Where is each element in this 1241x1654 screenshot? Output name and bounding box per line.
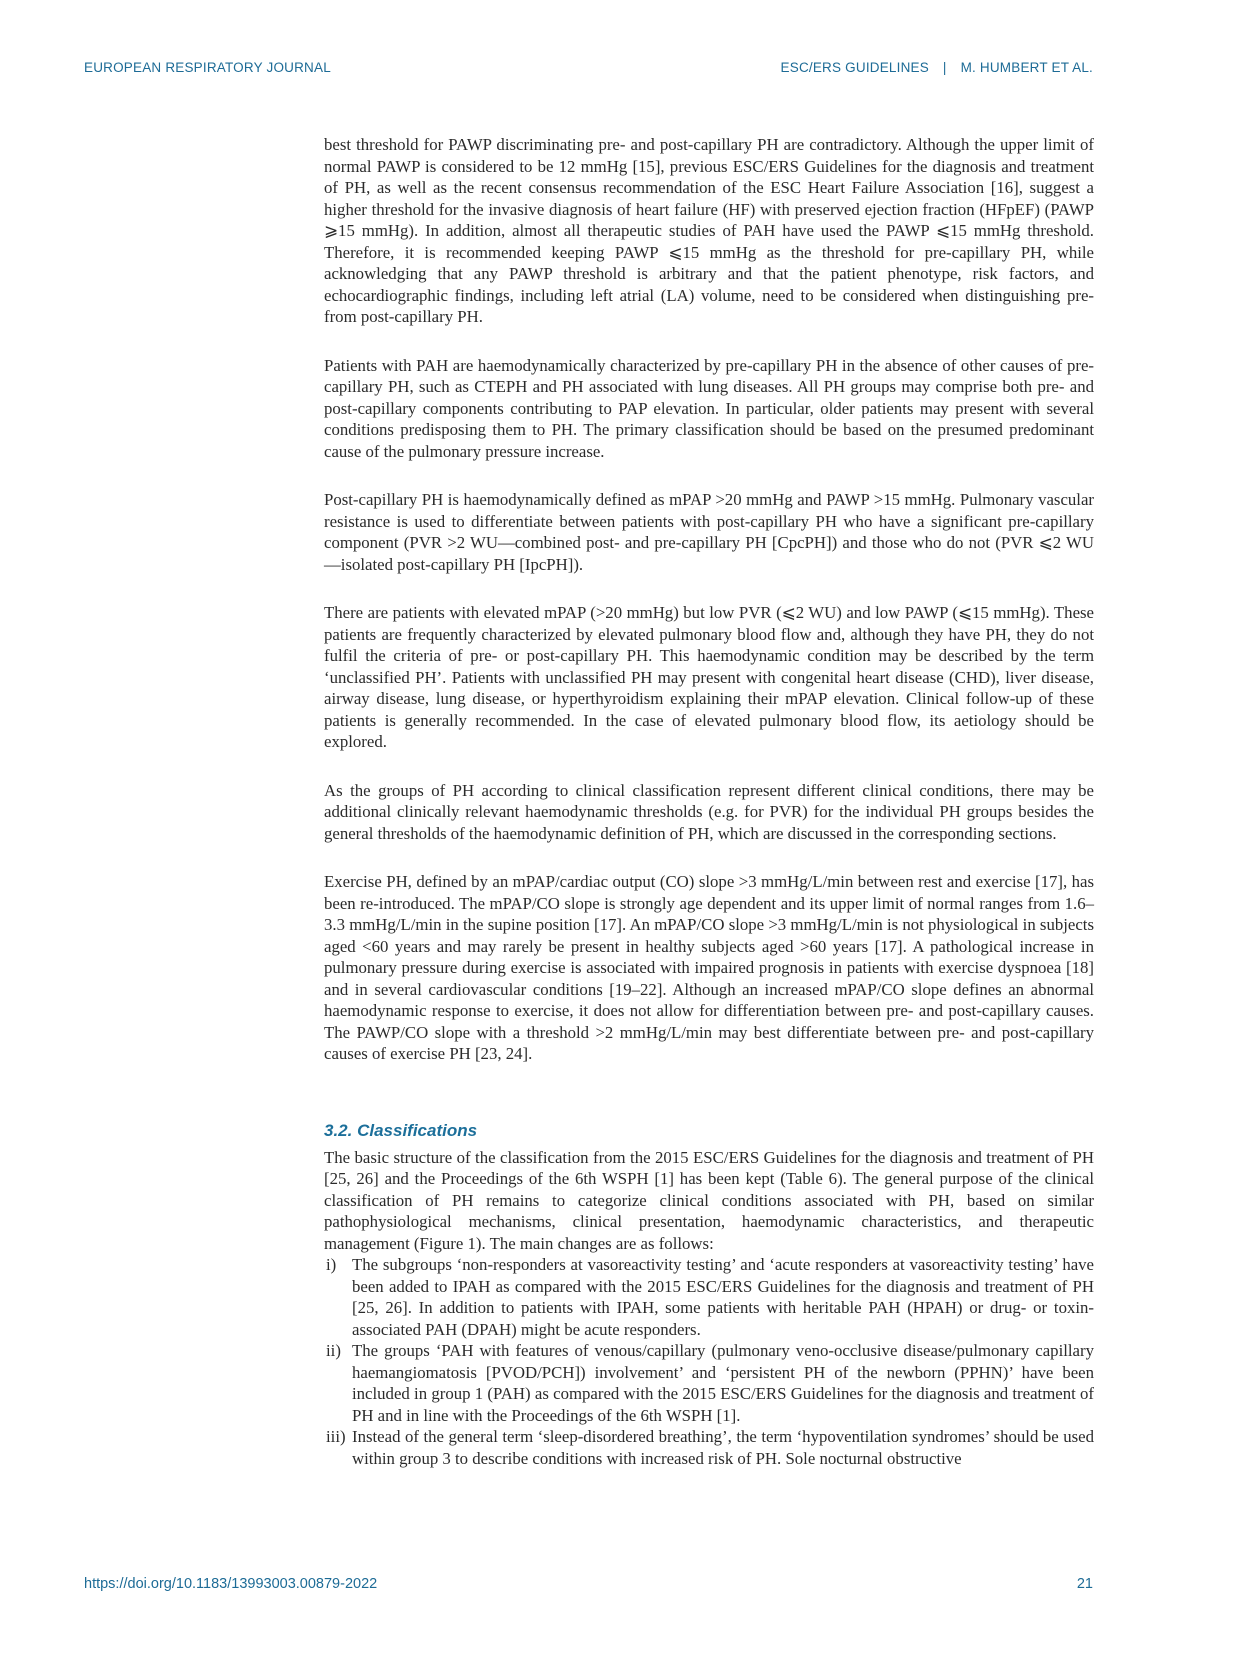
classification-changes-list [324, 1254, 1094, 1469]
section-heading: 3.2. Classifications [324, 1120, 478, 1140]
list-item-text: Instead of the general term ‘sleep-disordered breathing’, the term ‘hypoventilation syndromes’ should be used within group 3 to describe conditions with increased risk of PH. Sole nocturnal obstructive [352, 1427, 1094, 1468]
page-footer [84, 1576, 1093, 1592]
list-item [324, 1426, 1094, 1469]
list-item-marker: iii) [326, 1427, 346, 1446]
list-item-text: The groups ‘PAH with features of venous/capillary (pulmonary veno-occlusive disease/pulmonary capillary haemangiomatosis [PVOD/PCH]) involvement’ and ‘persistent PH of the newborn (PPHN)’ have been included in group 1 (PAH) as compared with the 2015 ESC/ERS Guidelines for the diagnosis and treatment of PH and in line with the Proceedings of the 6th WSPH [1]. [352, 1341, 1094, 1425]
list-item [324, 1340, 1094, 1426]
page-number: 21 [1076, 1576, 1093, 1592]
section-intro-paragraph: The basic structure of the classification from the 2015 ESC/ERS Guidelines for the diagnosis and treatment of PH [25, 26] and the Proceedings of the 6th WSPH [1] has been kept (Table 6). The general purpose of the clinical classification of PH remains to categorize clinical conditions associated with PH, based on similar pathophysiological mechanisms, clinical presentation, haemodynamic characteristics, and therapeutic management (Figure 1). The main changes are as follows: [324, 1147, 1094, 1253]
journal-name: EUROPEAN RESPIRATORY JOURNAL [84, 60, 331, 75]
paragraph-haemodynamic-thresholds: As the groups of PH according to clinical classification represent different clinical conditions, there may be additional clinically relevant haemodynamic thresholds (e.g. for PVR) for the individual PH groups besides the general thresholds of the haemodynamic definition of PH, which are discussed in the corresponding sections. [324, 780, 1094, 843]
page-header [84, 60, 1093, 75]
list-item-marker: ii) [326, 1341, 341, 1360]
paragraph-pawp-threshold: best threshold for PAWP discriminating pre- and post-capillary PH are contradictory. Although the upper limit of normal PAWP is considered to be 12 mmHg [15], previous ESC/ERS Guidelines for the diagnosis and treatment of PH, as well as the recent consensus recommendation of the ESC Heart Failure Association [16], suggest a higher threshold for the invasive diagnosis of heart failure (HF) with preserved ejection fraction (HFpEF) (PAWP ⩾15 mmHg). In addition, almost all therapeutic studies of PAH have used the PAWP ⩽15 mmHg threshold. Therefore, it is recommended keeping PAWP ⩽15 mmHg as the threshold for pre-capillary PH, while acknowledging that any PAWP threshold is arbitrary and that the patient phenotype, risk factors, and echocardiographic findings, including left atrial (LA) volume, need to be considered when distinguishing pre- from post-capillary PH. [324, 135, 1094, 326]
list-item-marker: i) [326, 1255, 337, 1274]
article-section-label: ESC/ERS GUIDELINES [780, 60, 929, 75]
list-item [324, 1254, 1094, 1340]
paragraph-pah-precapillary: Patients with PAH are haemodynamically characterized by pre-capillary PH in the absence of other causes of pre-capillary PH, such as CTEPH and PH associated with lung diseases. All PH groups may comprise both pre- and post-capillary components contributing to PAP elevation. In particular, older patients may present with several conditions predisposing them to PH. The primary classification should be based on the presumed predominant cause of the pulmonary pressure increase. [324, 355, 1094, 461]
paragraph-unclassified-ph: There are patients with elevated mPAP (>20 mmHg) but low PVR (⩽2 WU) and low PAWP (⩽15 mmHg). These patients are frequently characterized by elevated pulmonary blood flow and, although they have PH, they do not fulfil the criteria of pre- or post-capillary PH. This haemodynamic condition may be described by the term ‘unclassified PH’. Patients with unclassified PH may present with congenital heart disease (CHD), liver disease, airway disease, lung disease, or hyperthyroidism explaining their mPAP elevation. Clinical follow-up of these patients is generally recommended. In the case of elevated pulmonary blood flow, its aetiology should be explored. [324, 603, 1094, 751]
doi-link[interactable]: https://doi.org/10.1183/13993003.00879-2022 [84, 1576, 378, 1592]
paragraph-postcapillary-definition: Post-capillary PH is haemodynamically defined as mPAP >20 mmHg and PAWP >15 mmHg. Pulmonary vascular resistance is used to differentiate between patients with post-capillary PH who have a significant pre-capillary component (PVR >2 WU—combined post- and pre-capillary PH [CpcPH]) and those who do not (PVR ⩽2 WU—isolated post-capillary PH [IpcPH]). [324, 490, 1094, 574]
paragraph-exercise-ph: Exercise PH, defined by an mPAP/cardiac output (CO) slope >3 mmHg/L/min between rest and exercise [17], has been re-introduced. The mPAP/CO slope is strongly age dependent and its upper limit of normal ranges from 1.6–3.3 mmHg/L/min in the supine position [17]. An mPAP/CO slope >3 mmHg/L/min is not physiological in subjects aged <60 years and may rarely be present in healthy subjects aged >60 years [17]. A pathological increase in pulmonary pressure during exercise is associated with impaired prognosis in patients with exercise dyspnoea [18] and in several cardiovascular conditions [19–22]. Although an increased mPAP/CO slope defines an abnormal haemodynamic response to exercise, it does not allow for differentiation between pre- and post-capillary causes. The PAWP/CO slope with a threshold >2 mmHg/L/min may best differentiate between pre- and post-capillary causes of exercise PH [23, 24]. [324, 872, 1094, 1063]
header-separator: | [942, 60, 947, 75]
list-item-text: The subgroups ‘non-responders at vasoreactivity testing’ and ‘acute responders at vasoreactivity testing’ have been added to IPAH as compared with the 2015 ESC/ERS Guidelines for the diagnosis and treatment of PH [25, 26]. In addition to patients with IPAH, some patients with heritable PAH (HPAH) or drug- or toxin-associated PAH (DPAH) might be acute responders. [352, 1255, 1094, 1339]
running-head [781, 60, 1093, 75]
article-body [324, 134, 1094, 1469]
authors-label: M. HUMBERT ET AL. [960, 60, 1093, 75]
